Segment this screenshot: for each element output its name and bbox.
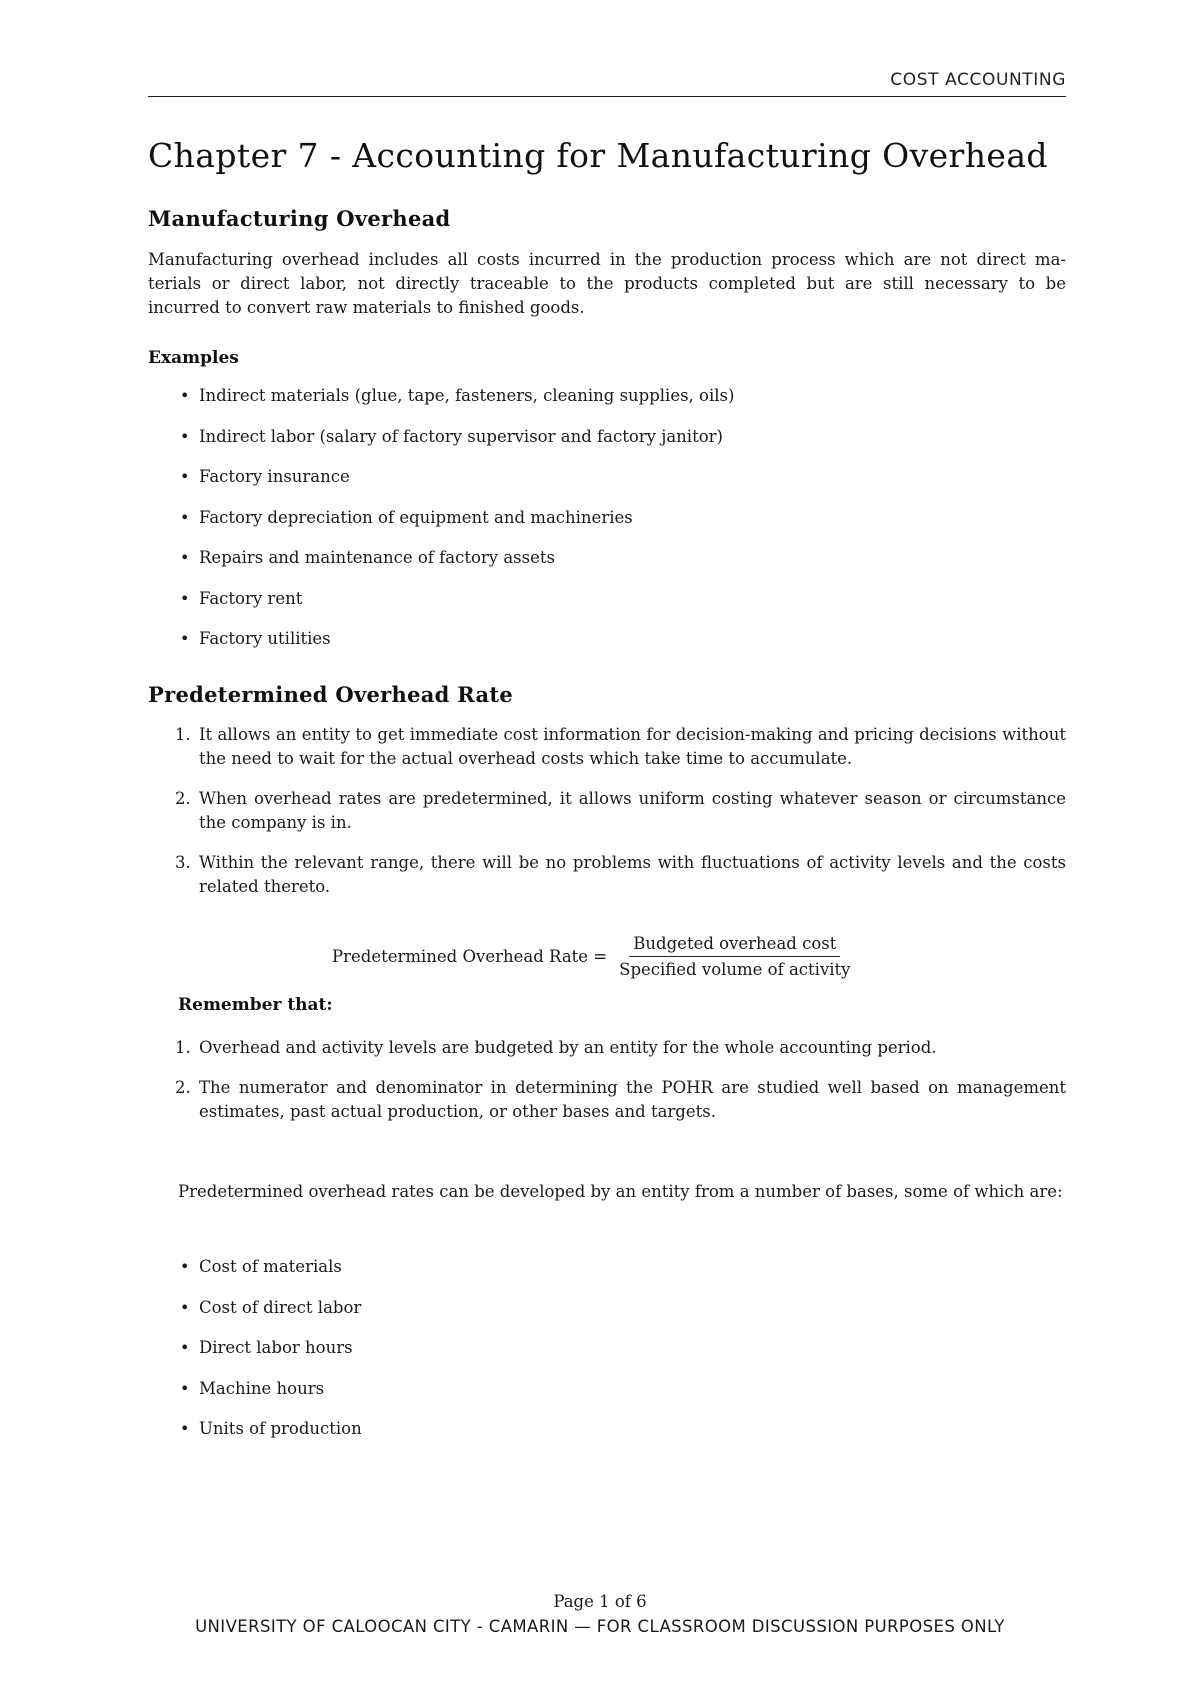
list-item — [180, 627, 734, 668]
bullet-icon: • — [180, 1419, 190, 1438]
list-item — [180, 1296, 362, 1337]
definition-line: incurred to convert raw materials to finished goods. — [148, 298, 585, 317]
definition-line: Manufacturing overhead includes all costs incurred in the production process which are not direct ma- — [148, 250, 1066, 269]
formula-lhs: Predetermined Overhead Rate = — [332, 947, 608, 966]
list-item-text: Machine hours — [199, 1378, 325, 1398]
list-item-text: Within the relevant range, there will be no problems with fluctuations of activity levels and the costs related thereto. — [199, 853, 1066, 896]
list-item — [180, 546, 734, 587]
bullet-icon: • — [180, 629, 190, 648]
list-item: 1. Overhead and activity levels are budgeted by an entity for the whole accounting period. — [175, 1038, 937, 1057]
list-item-text: Indirect materials (glue, tape, fasteners, cleaning supplies, oils) — [199, 386, 735, 405]
list-item-text: When overhead rates are predetermined, it allows uniform costing whatever season or circumstance the company is in. — [199, 789, 1066, 832]
pohr-formula — [332, 934, 855, 979]
examples-list — [180, 384, 735, 668]
definition-paragraph — [148, 248, 1066, 320]
footer-note: UNIVERSITY OF CALOOCAN CITY - CAMARIN — FOR CLASSROOM DISCUSSION PURPOSES ONLY — [195, 1617, 1005, 1636]
list-item-text: The numerator and denominator in determining the POHR are studied well based on management estimates, past actual production, or other bases and targets. — [199, 1078, 1066, 1121]
chapter-title: Chapter 7 - Accounting for Manufacturing Overhead — [148, 136, 1048, 175]
bases-list — [180, 1255, 362, 1458]
list-item: 3. Within the relevant range, there will be no problems with fluctuations of activity levels and the costs related thereto. — [175, 853, 1066, 896]
bullet-icon: • — [180, 1297, 190, 1317]
list-item-text: Factory rent — [199, 588, 303, 608]
running-head: COST ACCOUNTING — [890, 70, 1066, 90]
page-number: Page 1 of 6 — [553, 1592, 647, 1611]
list-item-text: Cost of direct labor — [199, 1297, 362, 1317]
list-item — [180, 1336, 362, 1377]
bullet-icon: • — [180, 467, 190, 486]
examples-title: Examples — [148, 348, 239, 368]
bullet-icon: • — [180, 507, 190, 527]
list-item-text: Direct labor hours — [199, 1338, 353, 1357]
list-item — [180, 506, 734, 547]
list-item: 2. When overhead rates are predetermined, it allows uniform costing whatever season or circumstance the company is in. — [175, 789, 1066, 832]
remember-list — [175, 1036, 1066, 1124]
list-item — [180, 1377, 362, 1418]
bullet-icon: • — [180, 588, 190, 608]
bullet-icon: • — [180, 426, 190, 446]
header-rule — [148, 96, 1066, 97]
list-item — [180, 425, 734, 466]
bullet-icon: • — [180, 1257, 190, 1276]
list-item — [180, 1255, 362, 1296]
section-title-manufacturing-overhead: Manufacturing Overhead — [148, 206, 451, 231]
list-item — [180, 384, 735, 425]
list-item-text: Indirect labor (salary of factory supervisor and factory janitor) — [199, 426, 723, 446]
list-item: 2. The numerator and denominator in determining the POHR are studied well based on management estimates, past actual production, or other bases and targets. — [175, 1078, 1066, 1121]
list-item — [180, 465, 734, 506]
bullet-icon: • — [180, 1338, 190, 1357]
list-item-text: Factory utilities — [199, 629, 331, 648]
list-item-text: Factory depreciation of equipment and machineries — [199, 507, 633, 527]
formula-numerator: Budgeted overhead cost — [629, 934, 840, 957]
bullet-icon: • — [180, 1378, 190, 1398]
bullet-icon: • — [180, 386, 190, 405]
list-item-text: Cost of materials — [199, 1257, 342, 1276]
list-item-text: Units of production — [199, 1419, 362, 1438]
pohr-points-list — [175, 723, 1066, 899]
list-item-text: It allows an entity to get immediate cost information for decision-making and pricing decisions without the need to wait for the actual overhead costs which take time to accumulate. — [199, 725, 1066, 768]
remember-title: Remember that: — [178, 995, 333, 1015]
list-item-text: Repairs and maintenance of factory assets — [199, 548, 555, 567]
list-item-text: Overhead and activity levels are budgeted by an entity for the whole accounting period. — [199, 1038, 937, 1057]
section-title-predetermined-overhead-rate: Predetermined Overhead Rate — [148, 682, 514, 707]
formula-fraction — [615, 934, 854, 979]
formula-denominator: Specified volume of activity — [619, 960, 851, 979]
list-item — [180, 587, 734, 628]
definition-line: terials or direct labor, not directly traceable to the products completed but are still necessary to be — [148, 274, 1066, 293]
list-item: 1. It allows an entity to get immediate cost information for decision-making and pricing decisions without the need to wait for the actual overhead costs which take time to accumulate. — [175, 725, 1066, 768]
list-item — [180, 1417, 362, 1458]
bullet-icon: • — [180, 548, 190, 567]
list-item-text: Factory insurance — [199, 467, 350, 486]
bases-intro-paragraph: Predetermined overhead rates can be developed by an entity from a number of bases, some of which are: — [178, 1182, 1063, 1201]
